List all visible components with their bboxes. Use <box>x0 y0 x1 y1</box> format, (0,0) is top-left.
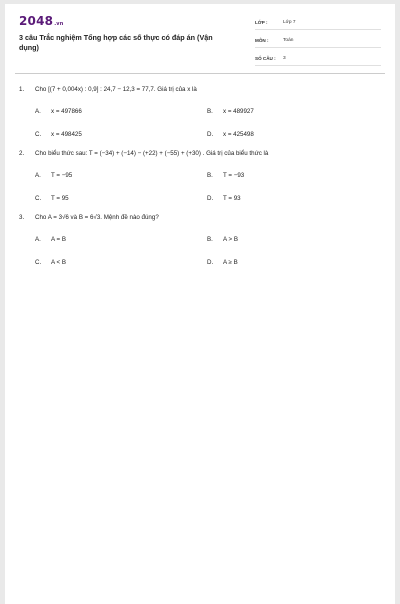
option-letter: C. <box>35 195 42 202</box>
option-text: A > B <box>223 236 238 243</box>
option-text: T = −93 <box>223 172 245 179</box>
option-text: T = 95 <box>51 195 69 202</box>
document-page <box>5 4 395 604</box>
logo-domain: .vn <box>54 21 64 27</box>
header-divider <box>15 73 385 74</box>
page-title: 3 câu Trắc nghiệm Tổng hợp các số thực có đáp án (Vận dụng) <box>19 33 213 52</box>
option-text: A < B <box>51 259 66 266</box>
question-text: Cho [(7 + 0,004x) : 0,9] : 24,7 − 12,3 = 77,7. Giá trị của x là <box>35 86 197 93</box>
answer-options <box>35 108 371 139</box>
meta-label: LỚP : <box>255 20 268 25</box>
meta-row-subject <box>255 34 381 48</box>
option-text: T = −95 <box>51 172 73 179</box>
option-letter: B. <box>207 108 213 115</box>
meta-value: 3 <box>283 56 286 61</box>
question-stem <box>19 150 371 158</box>
option-letter: D. <box>207 131 214 138</box>
meta-row-class <box>255 16 381 30</box>
option-letter: A. <box>35 108 41 115</box>
question-1 <box>19 86 371 139</box>
option-text: x = 497866 <box>51 108 82 115</box>
option-text: A = B <box>51 236 66 243</box>
option-d[interactable] <box>207 195 357 203</box>
meta-label: SỐ CÂU : <box>255 56 276 61</box>
question-list <box>19 86 371 278</box>
option-text: x = 425498 <box>223 131 254 138</box>
question-stem <box>19 86 371 94</box>
question-stem <box>19 214 371 222</box>
option-text: A ≥ B <box>223 259 238 266</box>
question-number: 3. <box>19 214 25 221</box>
logo-text: 2048 <box>19 14 54 28</box>
meta-value: Toán <box>283 38 294 43</box>
option-b[interactable] <box>207 236 357 244</box>
option-letter: A. <box>35 236 41 243</box>
option-d[interactable] <box>207 259 357 267</box>
answer-options <box>35 236 371 267</box>
meta-label: MÔN : <box>255 38 269 43</box>
option-letter: C. <box>35 259 42 266</box>
option-text: x = 489927 <box>223 108 254 115</box>
option-letter: D. <box>207 195 214 202</box>
option-letter: B. <box>207 172 213 179</box>
option-c[interactable] <box>35 131 207 139</box>
question-number: 2. <box>19 150 25 157</box>
site-logo[interactable] <box>19 14 64 28</box>
option-text: x = 498425 <box>51 131 82 138</box>
option-letter: C. <box>35 131 42 138</box>
option-c[interactable] <box>35 259 207 267</box>
question-2 <box>19 150 371 203</box>
question-3 <box>19 214 371 267</box>
option-b[interactable] <box>207 172 357 180</box>
meta-row-count <box>255 52 381 66</box>
meta-info <box>255 16 381 70</box>
meta-value: Lớp 7 <box>283 20 296 25</box>
option-letter: B. <box>207 236 213 243</box>
question-text: Cho A = 3√6 và B = 6√3. Mệnh đề nào đúng? <box>35 214 159 221</box>
question-text: Cho biểu thức sau: T = (−34) + (−14) − (+22) + (−55) + (+30) . Giá trị của biểu thức là <box>35 150 269 157</box>
answer-options <box>35 172 371 203</box>
option-b[interactable] <box>207 108 357 116</box>
option-a[interactable] <box>35 236 207 244</box>
option-letter: D. <box>207 259 214 266</box>
option-letter: A. <box>35 172 41 179</box>
option-a[interactable] <box>35 172 207 180</box>
option-text: T = 93 <box>223 195 241 202</box>
option-c[interactable] <box>35 195 207 203</box>
option-d[interactable] <box>207 131 357 139</box>
option-a[interactable] <box>35 108 207 116</box>
question-number: 1. <box>19 86 25 93</box>
